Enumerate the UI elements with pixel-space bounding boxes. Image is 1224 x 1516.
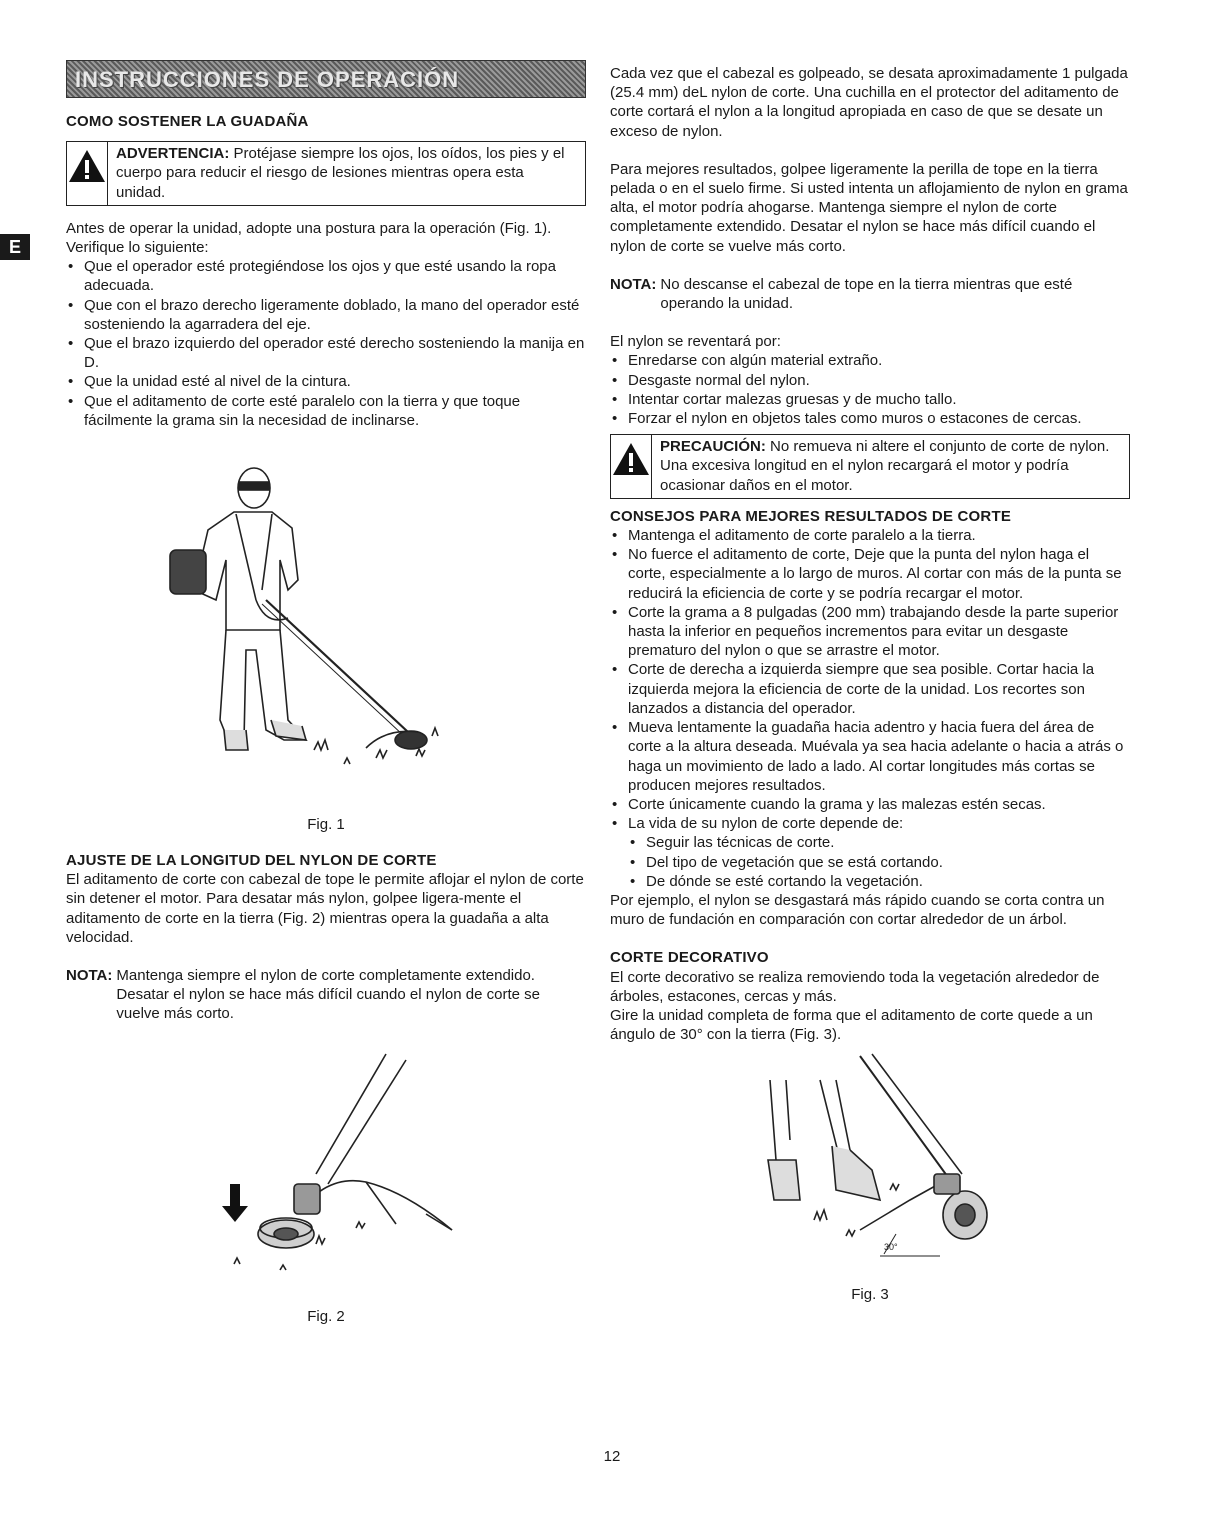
right-column: [610, 64, 1130, 1303]
list-item: • Que el aditamento de corte esté paralelo con la tierra y que toque fácilmente la grama sin la necesidad de inclinarse.: [66, 392, 586, 430]
list-item: • Corte la grama a 8 pulgadas (200 mm) trabajando desde la parte superior hasta la inferior en pequeños incrementos para evitar un desgaste prematuro del nylon o que se arrastre el motor.: [610, 603, 1130, 661]
left-note: [66, 966, 586, 1024]
section-tab: E: [0, 234, 30, 260]
warning-triangle-icon: [67, 148, 107, 184]
figure-3-caption: Fig. 3: [851, 1286, 889, 1304]
tips-heading: CONSEJOS PARA MEJORES RESULTADOS DE CORTE: [610, 507, 1012, 525]
decor-heading: CORTE DECORATIVO: [610, 949, 769, 967]
angle-label: 30°: [884, 1242, 898, 1253]
tips-list: [610, 526, 1130, 833]
list-item: • Corte de derecha a izquierda siempre que sea posible. Cortar hacia la izquierda mejora la eficiencia de corte de la unidad. Los recortes son lanzados a distancia del operador.: [610, 660, 1130, 718]
note-text: Mantenga siempre el nylon de corte completamente extendido. Desatar el nylon se hace más difícil cuando el nylon de corte se vuelve más corto.: [116, 967, 540, 1023]
life-factors-list: [610, 833, 1130, 891]
figure-2-caption: Fig. 2: [307, 1307, 345, 1325]
note-label: NOTA:: [610, 275, 657, 293]
warning-text: [108, 142, 585, 205]
list-item: • Que el brazo izquierdo del operador esté derecho sosteniendo la manija en D.: [66, 334, 586, 372]
figure-1-caption: Fig. 1: [307, 816, 345, 834]
caution-triangle-icon: [611, 441, 651, 477]
note-label: NOTA:: [66, 967, 113, 985]
caution-text: [652, 435, 1129, 498]
warning-body: Protéjase siempre los ojos, los oídos, los pies y el cuerpo para reducir el riesgo de lesiones mientras opera esta unidad.: [116, 145, 565, 201]
decor-text-1: El corte decorativo se realiza removiendo toda la vegetación alrededor de árboles, estacones, cercas y más.: [610, 968, 1100, 1005]
list-item: • Forzar el nylon en objetos tales como muros o estacones de cercas.: [610, 409, 1130, 428]
figure-1-operator-illustration: [66, 450, 586, 810]
figure-2-tap-illustration: [66, 1044, 586, 1294]
section-banner: [66, 60, 586, 98]
banner-title: INSTRUCCIONES DE OPERACIÓN: [75, 67, 460, 92]
list-item: • Corte únicamente cuando la grama y las malezas estén secas.: [610, 795, 1130, 814]
example-text: Por ejemplo, el nylon se desgastará más rápido cuando se corta contra un muro de fundación en comparación con cortar alrededor de un árbol.: [610, 891, 1105, 929]
list-item: • No fuerce el aditamento de corte, Deje que la punta del nylon haga el corte, especialmente a lo largo de muros. Al cortar con más de la punta se reducirá la eficiencia de corte y se podría recargar el motor.: [610, 545, 1130, 603]
caution-label: PRECAUCIÓN:: [660, 438, 766, 456]
list-item: • Intentar cortar malezas gruesas y de mucho tallo.: [610, 390, 1130, 409]
break-causes-list: [610, 351, 1130, 428]
list-item: • Mueva lentamente la guadaña hacia adentro y hacia fuera del área de corte a la altura deseada. Muévala ya sea hacia adelante o hacia a atrás o haga un movimiento de lado a lado. Al cortar longitudes más cortas se producen mejores resultados.: [610, 718, 1130, 795]
adjust-heading: AJUSTE DE LA LONGITUD DEL NYLON DE CORTE: [66, 852, 437, 870]
caution-body: No remueva ni altere el conjunto de corte de nylon. Una excesiva longitud en el nylon recargará el motor y podría ocasionar daños en el motor.: [660, 438, 1110, 494]
intro-text: Antes de operar la unidad, adopte una postura para la operación (Fig. 1). Verifique lo siguiente:: [66, 219, 552, 257]
right-note: [610, 275, 1130, 313]
warning-box: [66, 141, 586, 206]
decor-text-2: Gire la unidad completa de forma que el aditamento de corte quede a un ángulo de 30° con la tierra (Fig. 3).: [610, 1006, 1093, 1044]
list-item: • La vida de su nylon de corte depende de:: [610, 814, 1130, 833]
adjust-text: El aditamento de corte con cabezal de tope le permite aflojar el nylon de corte sin detener el motor. Para desatar más nylon, golpee ligera-mente el aditamento de corte en la tierra (Fig. 2) mientras opera la guadaña a alta velocidad.: [66, 871, 584, 946]
caution-box: [610, 434, 1130, 499]
warning-label: ADVERTENCIA:: [116, 145, 230, 163]
list-item: • Que la unidad esté al nivel de la cintura.: [66, 372, 586, 391]
list-item: • Seguir las técnicas de corte.: [610, 833, 1130, 852]
hold-heading: COMO SOSTENER LA GUADAÑA: [66, 113, 309, 130]
tap-info-text: Cada vez que el cabezal es golpeado, se desata aproximadamente 1 pulgada (25.4 mm) deL nylon de corte. Una cuchilla en el protector del aditamento de corte cortará el nylon a la longitud apropiada en caso de que se desate un exceso de nylon.: [610, 65, 1128, 140]
list-item: • Desgaste normal del nylon.: [610, 371, 1130, 390]
list-item: • Mantenga el aditamento de corte paralelo a la tierra.: [610, 526, 1130, 545]
break-intro: El nylon se reventará por:: [610, 333, 781, 351]
list-item: • Enredarse con algún material extraño.: [610, 351, 1130, 370]
note-text: No descanse el cabezal de tope en la tierra mientras que esté operando la unidad.: [660, 275, 1073, 313]
figure-3-angle-illustration: [610, 1050, 1130, 1280]
list-item: • Del tipo de vegetación que se está cortando.: [610, 853, 1130, 872]
page-number: 12: [603, 1448, 621, 1465]
list-item: • Que con el brazo derecho ligeramente doblado, la mano del operador esté sosteniendo la agarradera del eje.: [66, 296, 586, 334]
list-item: • De dónde se esté cortando la vegetación.: [610, 872, 1130, 891]
tap-tips-text: Para mejores resultados, golpee ligeramente la perilla de tope en la tierra pelada o en el suelo firme. Si usted intenta un aflojamiento de nylon en grama alta, el motor podría ahogarse. Mantenga siempre el nylon de corte completamente extendido. Desatar el nylon se hace más difícil cuando el nylon de corte se vuelve más corto.: [610, 160, 1128, 255]
list-item: • Que el operador esté protegiéndose los ojos y que esté usando la ropa adecuada.: [66, 257, 586, 295]
left-column: [66, 60, 586, 1325]
posture-list: [66, 257, 586, 430]
